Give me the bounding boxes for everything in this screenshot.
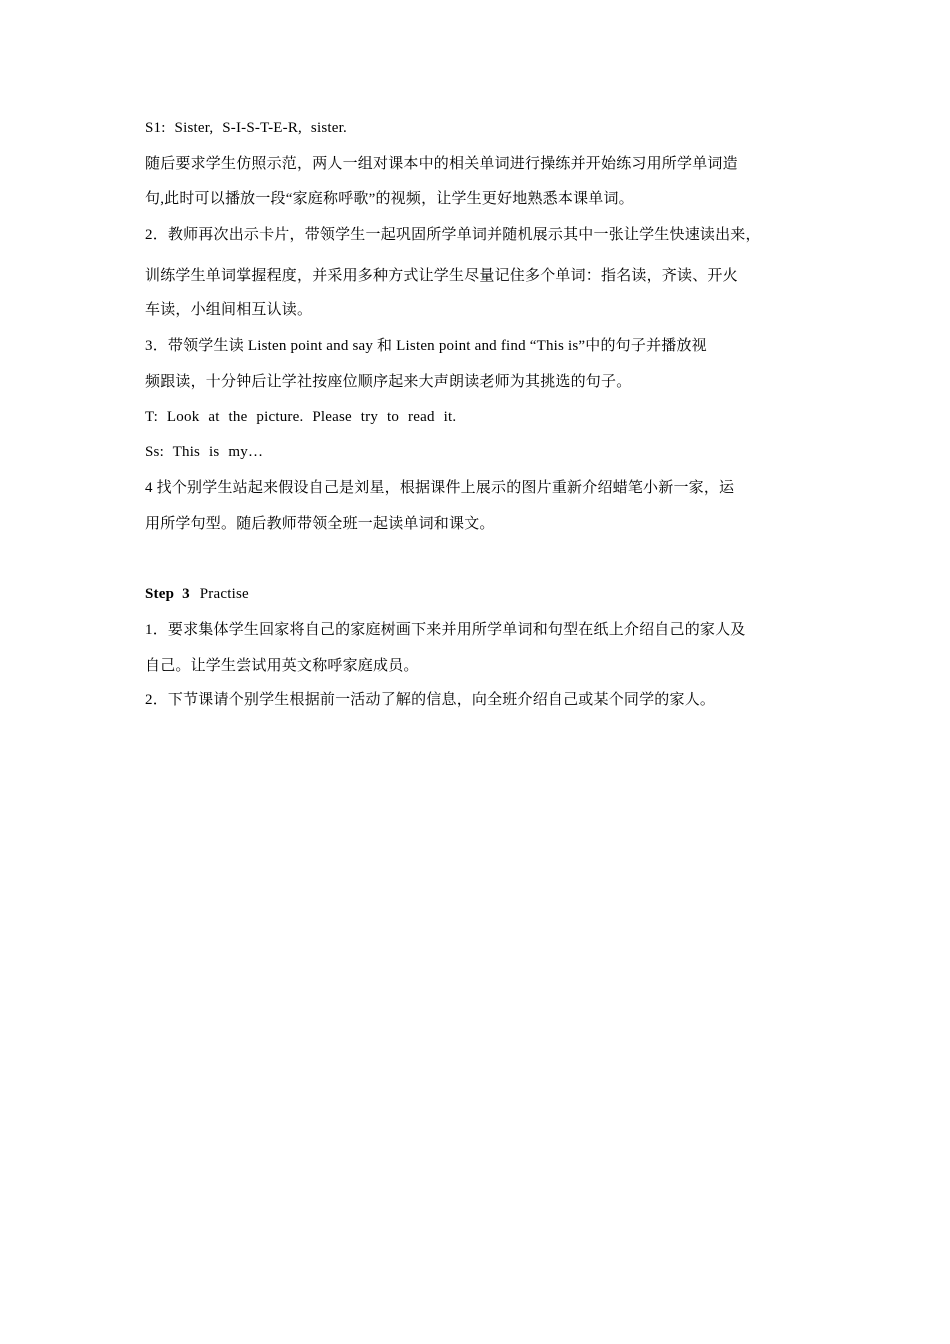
text-line: 训练学生单词掌握程度，并采用多种方式让学生尽量记住多个单词：指名读，齐读、开火 [145,268,738,284]
text-line: 4 找个别学生站起来假设自己是刘星，根据课件上展示的图片重新介绍蜡笔小新一家，运 [145,480,735,496]
text-line: 随后要求学生仿照示范，两人一组对课本中的相关单词进行操练并开始练习用所学单词造 [145,156,738,172]
text-line: 自己。让学生尝试用英文称呼家庭成员。 [145,658,419,674]
text-line: 2．教师再次出示卡片，带领学生一起巩固所学单词并随机展示其中一张让学生快速读出来， [145,227,761,243]
text-line: S1: Sister, S-I-S-T-E-R, sister. [145,120,347,136]
step-label: Step 3 [145,586,190,602]
text-line: 2．下节课请个别学生根据前一活动了解的信息，向全班介绍自己或某个同学的家人。 [145,692,716,708]
text-line: 句,此时可以播放一段“家庭称呼歌”的视频，让学生更好地熟悉本课单词。 [145,191,634,207]
text-line: 3．带领学生读 Listen point and say 和 Listen point and find “This is”中的句子并播放视 [145,338,707,354]
text-line: 车读，小组间相互认读。 [145,302,313,318]
text-line: 1．要求集体学生回家将自己的家庭树画下来并用所学单词和句型在纸上介绍自己的家人及 [145,622,746,638]
text-line: Ss: This is my… [145,444,264,460]
text-line: T: Look at the picture. Please try to read it. [145,409,457,425]
step-title: Practise [199,586,249,602]
section-heading [145,584,825,604]
text-line: 频跟读，十分钟后让学社按座位顺序起来大声朗读老师为其挑选的句子。 [145,374,632,390]
text-line: 用所学句型。随后教师带领全班一起读单词和课文。 [145,516,495,532]
